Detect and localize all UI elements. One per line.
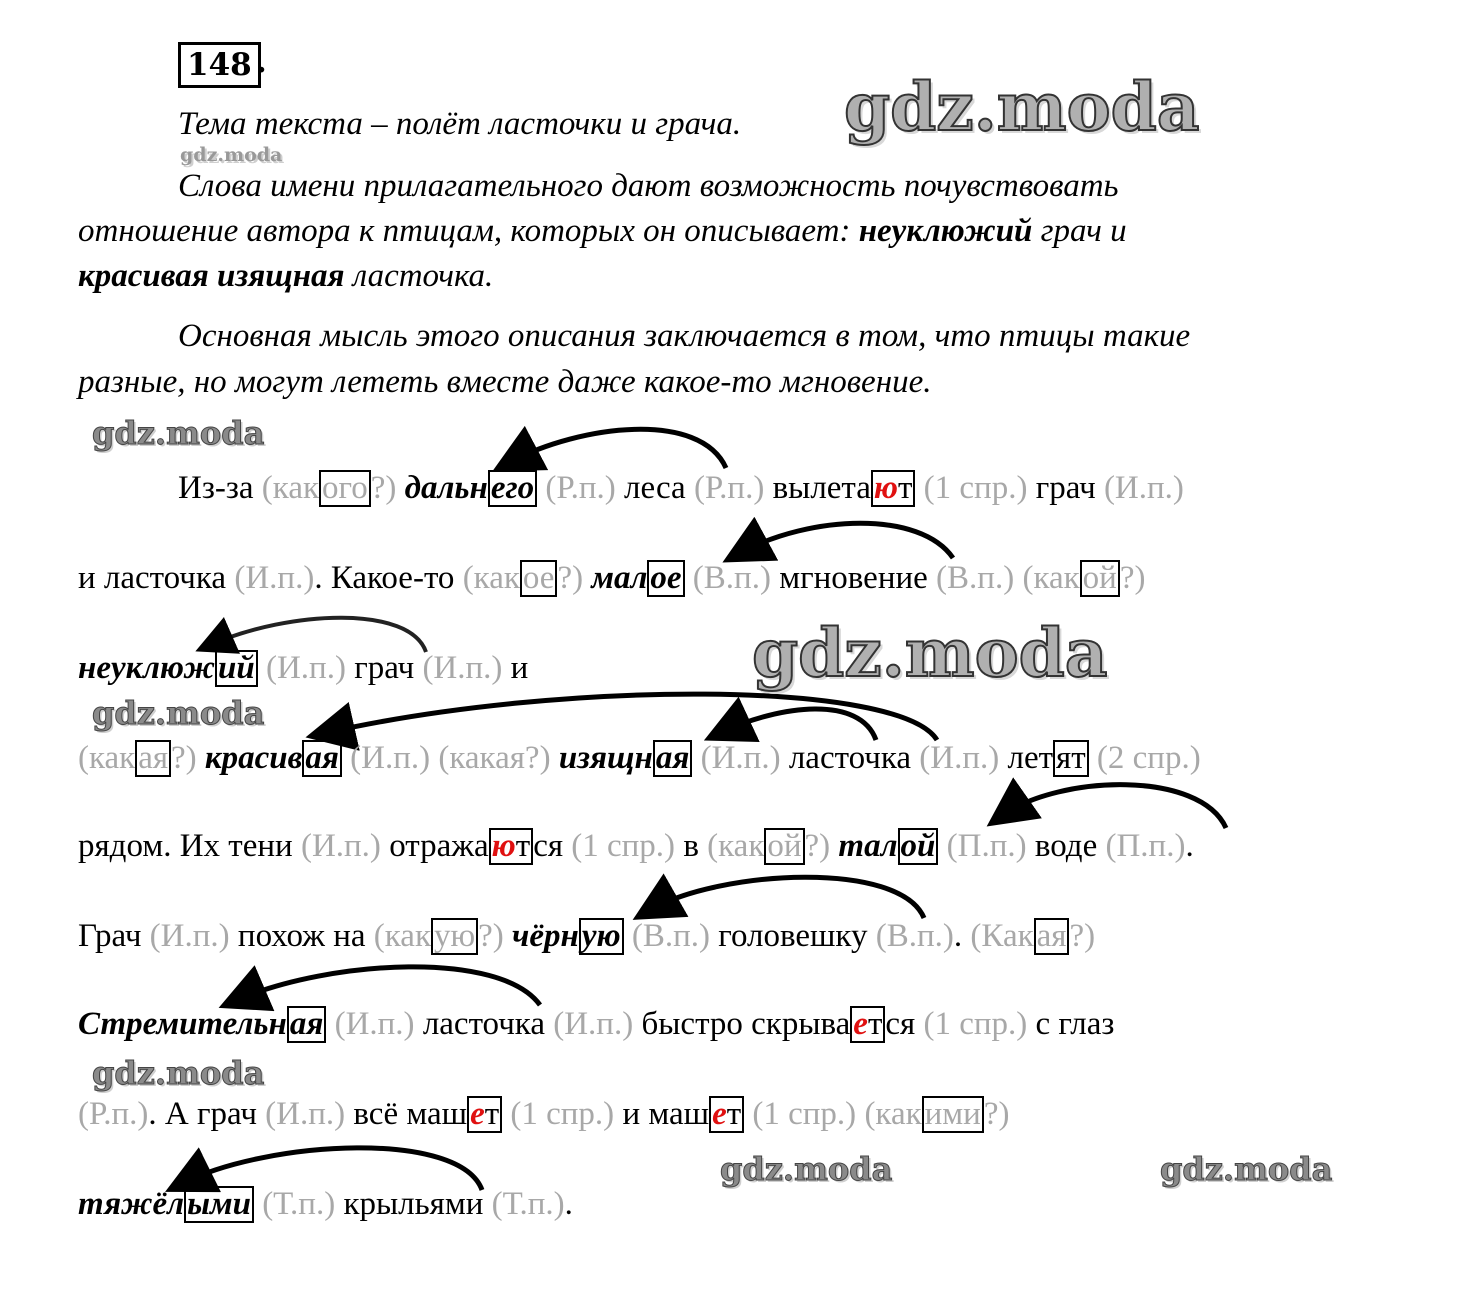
text-fragment: Из-за [178, 470, 262, 506]
text-fragment: т [726, 1096, 742, 1132]
case-annotation: (В.п.) [875, 918, 954, 954]
ending-box [489, 828, 534, 865]
adjective-word [838, 828, 938, 864]
case-annotation: (И.п.) [919, 740, 1008, 776]
text-fragment: чёрн [512, 918, 579, 954]
text-fragment: грач и [1032, 213, 1127, 249]
text-fragment: т [867, 1006, 883, 1042]
dependency-arrow [1003, 785, 1226, 828]
text-fragment: ю [491, 828, 516, 864]
ending-box: ая [287, 1006, 327, 1043]
main-idea-line-2: разные, но могут лететь вместе даже какое-то мгновение. [78, 364, 932, 400]
text-fragment: красив [204, 740, 303, 776]
text-fragment: ?) [478, 918, 504, 954]
case-annotation: (П.п.) [938, 828, 1035, 864]
text-fragment: грач [1035, 470, 1104, 506]
ending-box: ая [1034, 918, 1070, 955]
dependency-arrow [210, 618, 426, 652]
topic-sentence: Тема текста – полёт ласточки и грача. [178, 106, 742, 142]
ending-box: ий [215, 650, 258, 687]
text-fragment: . [953, 918, 971, 954]
text-fragment: Грач [78, 918, 150, 954]
text-fragment: Стремительн [78, 1006, 287, 1042]
text-fragment: . [1185, 828, 1194, 864]
case-question [78, 740, 197, 776]
case-annotation: (2 спр.) [1088, 740, 1201, 776]
case-question [864, 1096, 1009, 1132]
bold-word: красивая изящная [78, 258, 345, 294]
text-fragment: и ласточка [78, 560, 235, 596]
text-fragment: похож на [237, 918, 374, 954]
case-annotation: (И.п.) [257, 650, 355, 686]
text-fragment: (как [1022, 560, 1080, 596]
adjective-word [591, 560, 684, 596]
case-annotation: (И.п.) [326, 1006, 423, 1042]
adjectives-paragraph-line-1: Слова имени прилагательного дают возможность почувствовать [178, 168, 1119, 204]
text-fragment: леса [624, 470, 694, 506]
analysis-line-7 [78, 1006, 1114, 1043]
text-fragment: (как [261, 470, 319, 506]
adjective-word [78, 1006, 326, 1042]
text-fragment: ся [885, 1006, 924, 1042]
text-fragment: с глаз [1035, 1006, 1115, 1042]
text-fragment: ласточка [422, 1006, 554, 1042]
analysis-line-1 [178, 470, 1184, 507]
text-fragment: изящн [558, 740, 653, 776]
text-fragment: ласточка [788, 740, 920, 776]
case-question [1022, 560, 1145, 596]
text-fragment: отража [389, 828, 489, 864]
text-fragment: и [510, 650, 529, 686]
ending-box: ая [302, 740, 342, 777]
ending-box: ого [319, 470, 371, 507]
analysis-line-2 [78, 560, 1145, 597]
text-fragment: (как [373, 918, 431, 954]
text-fragment: неуклюж [78, 650, 216, 686]
text-fragment: быстро скрыва [641, 1006, 851, 1042]
text-fragment: тал [838, 828, 898, 864]
dependency-arrow [740, 523, 953, 558]
ending-box: ая [653, 740, 693, 777]
text-fragment: рядом. Их тени [78, 828, 301, 864]
analysis-line-3 [78, 650, 528, 687]
text-fragment: лет [1007, 740, 1054, 776]
text-fragment: в [683, 828, 708, 864]
case-question: (какая?) [438, 740, 559, 776]
text-fragment: ?) [983, 1096, 1010, 1132]
case-annotation: (И.п.) [341, 740, 439, 776]
text-fragment: . [564, 1186, 573, 1222]
watermark-logo: gdz.moda [92, 694, 265, 732]
adjective-word [559, 740, 693, 776]
text-fragment: (как [462, 560, 520, 596]
text-fragment: мал [591, 560, 648, 596]
case-question [262, 470, 397, 506]
dependency-arrow [237, 967, 540, 1005]
bold-word: неуклюжий [858, 213, 1033, 249]
text-fragment: вылета [772, 470, 871, 506]
main-idea-line-1: Основная мысль этого описания заключается в том, что птицы такие [178, 318, 1191, 354]
ending-box [467, 1096, 502, 1133]
case-annotation: (В.п.) [623, 918, 719, 954]
analysis-line-4 [78, 740, 1201, 777]
case-annotation: (1 спр.) [923, 1006, 1036, 1042]
text-fragment: тяжёл [78, 1186, 185, 1222]
dependency-arrow [510, 429, 726, 468]
text-fragment: (Как [970, 918, 1034, 954]
ending-box: ой [898, 828, 939, 865]
case-annotation: (П.п.) [1105, 828, 1186, 864]
ending-box: ой [1080, 560, 1120, 597]
analysis-line-8 [78, 1096, 1009, 1133]
text-fragment: е [853, 1006, 868, 1042]
case-annotation: (1 спр.) [571, 828, 684, 864]
text-fragment: (как [78, 740, 136, 776]
dependency-arrow [722, 709, 876, 740]
case-annotation: (1 спр.) [744, 1096, 865, 1132]
ending-box [709, 1096, 744, 1133]
case-annotation: (И.п.) [1103, 470, 1184, 506]
adjective-word [78, 1186, 254, 1222]
case-annotation: (Т.п.) [491, 1186, 565, 1222]
analysis-line-6 [78, 918, 1095, 955]
text-fragment: грач [354, 650, 423, 686]
text-fragment: ?) [171, 740, 197, 776]
case-question [707, 828, 830, 864]
text-fragment: ся [533, 828, 572, 864]
case-question [970, 918, 1095, 954]
text-fragment: дальн [404, 470, 488, 506]
text-fragment: . А грач [148, 1096, 266, 1132]
case-annotation: (И.п.) [553, 1006, 642, 1042]
text-fragment: головешку [718, 918, 876, 954]
dependency-arrow [650, 877, 924, 918]
analysis-line-9 [78, 1186, 573, 1223]
case-question [463, 560, 583, 596]
text-fragment: всё маш [353, 1096, 468, 1132]
text-fragment: е [712, 1096, 727, 1132]
text-fragment: ?) [804, 828, 831, 864]
case-annotation: (И.п.) [149, 918, 238, 954]
case-annotation: (В.п.) [684, 560, 780, 596]
case-question [374, 918, 504, 954]
ending-box [850, 1006, 885, 1043]
ending-box: его [488, 470, 537, 507]
watermark-logo: gdz.moda [752, 614, 1108, 692]
text-fragment: е [470, 1096, 485, 1132]
text-fragment: ?) [557, 560, 584, 596]
text-fragment: ласточка. [344, 258, 494, 294]
ending-box: ыми [184, 1186, 254, 1223]
adjective-word [512, 918, 624, 954]
ending-box: ую [579, 918, 624, 955]
adjective-word [405, 470, 538, 506]
watermark-logo: gdz.moda [1160, 1150, 1333, 1188]
case-annotation: (Р.п.) [537, 470, 625, 506]
case-annotation: (В.п.) [936, 560, 1023, 596]
watermark-logo: gdz.moda [720, 1150, 893, 1188]
watermark-logo: gdz.moda [180, 144, 283, 166]
case-annotation: (И.п.) [300, 828, 390, 864]
text-fragment: крыльями [343, 1186, 492, 1222]
ending-box: ая [135, 740, 171, 777]
exercise-number: 148 [178, 42, 261, 88]
adjective-word [205, 740, 342, 776]
watermark-logo: gdz.moda [92, 1054, 265, 1092]
case-annotation: (Р.п.) [693, 470, 773, 506]
text-fragment: отношение автора к птицам, которых он описывает: [78, 213, 859, 249]
text-fragment: (как [707, 828, 765, 864]
text-fragment: ю [873, 470, 898, 506]
ending-box: ят [1053, 740, 1089, 777]
text-fragment: и маш [622, 1096, 710, 1132]
text-fragment: . Какое-то [314, 560, 463, 596]
text-fragment: ?) [370, 470, 397, 506]
text-fragment: воде [1034, 828, 1106, 864]
watermark-logo: gdz.moda [92, 414, 265, 452]
analysis-line-5 [78, 828, 1194, 865]
text-fragment: (как [864, 1096, 922, 1132]
text-fragment: ?) [1119, 560, 1146, 596]
case-annotation: (Т.п.) [253, 1186, 344, 1222]
dependency-arrow [183, 1148, 482, 1190]
text-fragment: т [515, 828, 531, 864]
text-fragment: ?) [1069, 918, 1096, 954]
case-annotation: (И.п.) [265, 1096, 354, 1132]
adjective-word [78, 650, 258, 686]
text-fragment: т [484, 1096, 500, 1132]
case-annotation: (1 спр.) [915, 470, 1036, 506]
case-annotation: (1 спр.) [502, 1096, 623, 1132]
case-annotation: (И.п.) [422, 650, 511, 686]
text-fragment: мгновение [779, 560, 937, 596]
exercise-number-dot: . [256, 44, 267, 80]
dependency-arrow [325, 694, 937, 740]
text-fragment: т [898, 470, 913, 506]
ending-box: ое [520, 560, 558, 597]
ending-box: ими [922, 1096, 984, 1133]
case-annotation: (Р.п.) [78, 1096, 149, 1132]
ending-box [871, 470, 916, 507]
ending-box: ое [647, 560, 684, 597]
ending-box: ую [431, 918, 478, 955]
ending-box: ой [764, 828, 804, 865]
watermark-logo: gdz.moda [844, 68, 1200, 146]
case-annotation: (И.п.) [692, 740, 789, 776]
case-annotation: (И.п.) [234, 560, 315, 596]
